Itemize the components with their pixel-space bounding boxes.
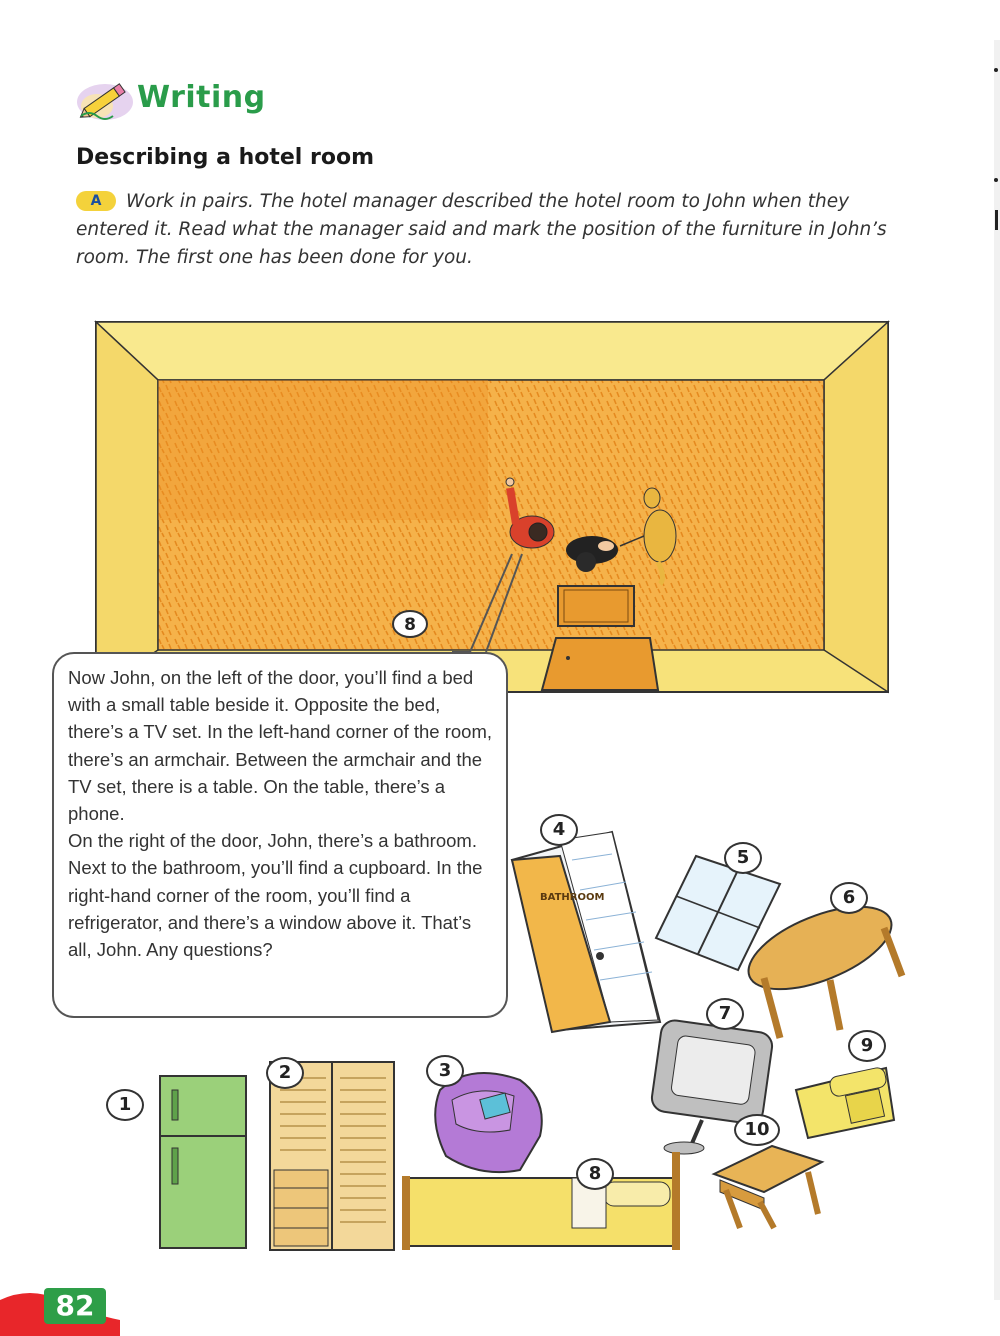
furniture-number-1: 1 xyxy=(106,1089,144,1121)
bed-illustration xyxy=(406,1152,676,1250)
room-plan xyxy=(92,300,892,700)
furniture-number-9: 9 xyxy=(848,1030,886,1062)
furniture-number-2: 2 xyxy=(266,1057,304,1089)
section-header xyxy=(75,70,335,130)
furniture-number-7: 7 xyxy=(706,998,744,1030)
furniture-illustrations xyxy=(0,800,1000,1260)
task-badge: A xyxy=(76,191,116,211)
furniture-number-6: 6 xyxy=(830,882,868,914)
armchair-illustration xyxy=(435,1073,542,1172)
refrigerator-illustration xyxy=(160,1076,246,1248)
bathroom-sign: BATHROOM xyxy=(540,892,605,903)
furniture-number-4: 4 xyxy=(540,814,578,846)
furniture-number-5: 5 xyxy=(724,842,762,874)
furniture-number-8: 8 xyxy=(576,1158,614,1190)
furniture-number-3: 3 xyxy=(426,1055,464,1087)
task-instruction xyxy=(76,188,896,272)
section-title: Writing xyxy=(137,80,266,115)
speech-paragraph-2: On the right of the door, John, there’s a bathroom. Next to the bathroom, you’ll find a cupboard. In the right-hand corner of the room, you’ll find a refrigerator, and there’s a window above it. That’s all, John. Any questions? xyxy=(68,830,483,961)
speech-paragraph-1: Now John, on the left of the door, you’ll find a bed with a small table beside it. Opposite the bed, there’s a TV set. In the left-hand corner of the room, there’s an armchair. Between the armchair and the TV set, there is a table. On the table, there’s a phone. xyxy=(68,667,493,825)
instruction-text: Work in pairs. The hotel manager described the hotel room to John when they entered it. Read what the manager said and mark the position of the furniture in John’s room. The first one has been done for you. xyxy=(76,191,887,268)
small-table-illustration xyxy=(714,1146,822,1228)
page-binding-edge xyxy=(984,40,1000,1300)
page-number: 82 xyxy=(44,1288,106,1324)
room-marker-label: 8 xyxy=(404,615,416,635)
cupboard-illustration xyxy=(270,1062,394,1250)
bathroom-illustration xyxy=(512,832,660,1032)
furniture-number-10: 10 xyxy=(734,1114,780,1146)
subheading: Describing a hotel room xyxy=(76,145,374,170)
pencil-icon xyxy=(75,74,135,124)
phone-illustration xyxy=(796,1066,894,1138)
